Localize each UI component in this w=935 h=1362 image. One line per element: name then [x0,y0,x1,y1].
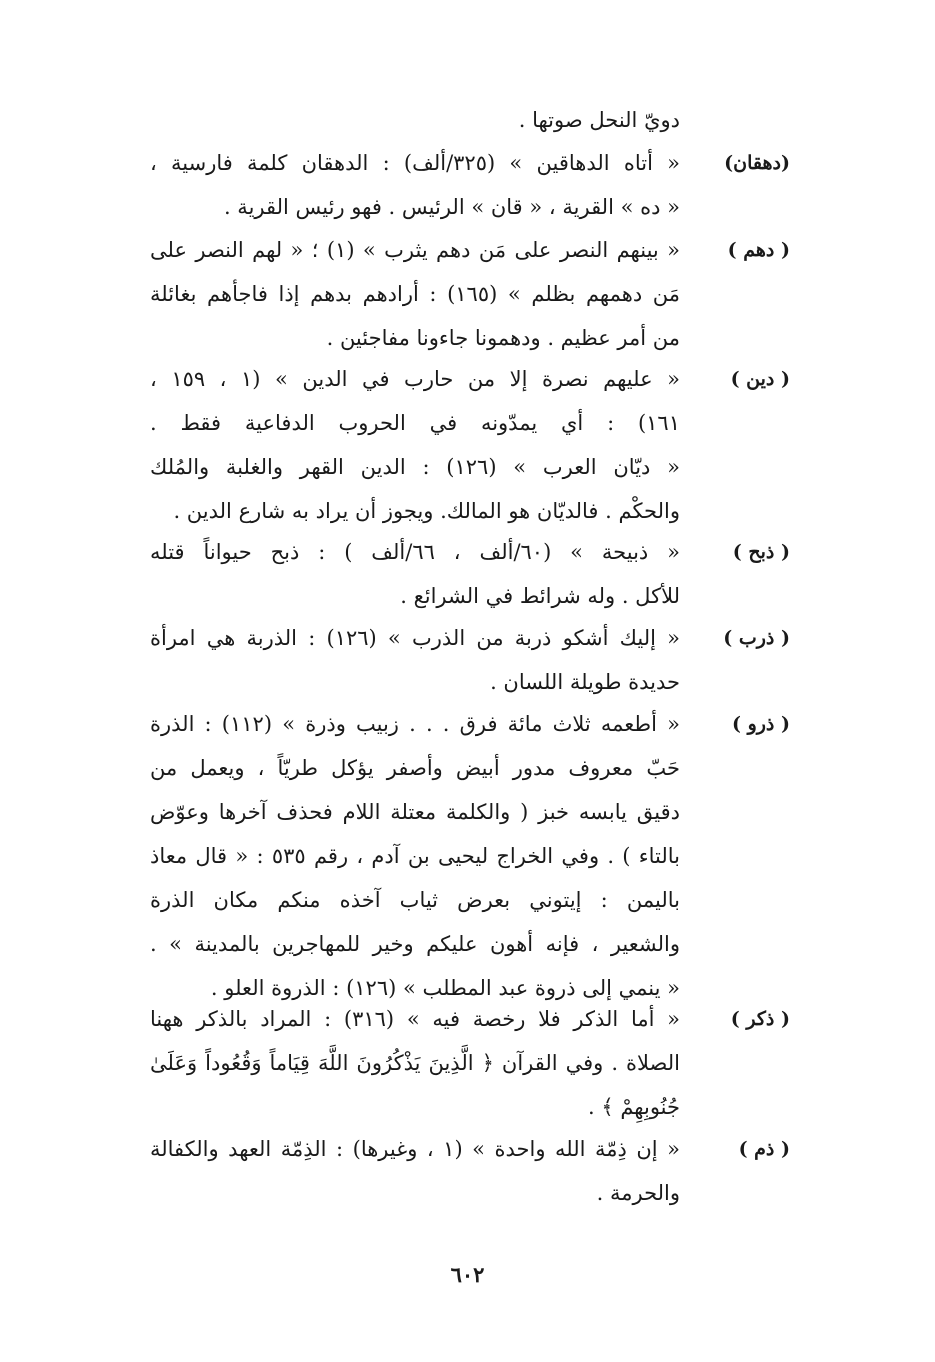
entry-definition [150,530,680,618]
definition-line: جُنُوبِهِمْ ﴾ . [588,1095,680,1119]
definition-line: ١٦١) : أي يمدّونه في الحروب الدفاعية فقط . [150,411,680,435]
definition-line: بالتاء ) . وفي الخراج ليحيى بن آدم ، رقم ٥٣٥ : « قال معاذ [150,844,680,868]
entry-headword: ( دين ) [730,368,790,390]
dictionary-entry [110,1127,790,1215]
entry-headword: ( ذكر ) [730,1008,790,1030]
dictionary-entry [110,141,790,229]
entry-definition [150,228,680,360]
entry-definition [150,98,680,142]
definition-line: « إن ذِمّة الله واحدة » (١ ، وغيرها) : الذِمّة العهد والكفالة [150,1137,680,1161]
definition-line: « ينمي إلى ذروة عبد المطلب » (١٢٦) : الذروة العلو . [210,976,680,1000]
definition-line: دويّ النحل صوتها . [518,108,680,132]
dictionary-entry [110,616,790,704]
definition-line: « ديّان العرب » (١٢٦) : الدين القهر والغلبة والمُلك [150,455,680,479]
definition-line: الصلاة . وفي القرآن ﴿ الَّذِينَ يَذْكُرُونَ اللَّهَ قِيَاماً وَقُعُوداً وَعَلَىٰ [150,1051,680,1075]
entry-headword: ( ذبح ) [732,541,790,563]
definition-line: للأكل . وله شرائط في الشرائع . [400,584,680,608]
entry-definition [150,702,680,1010]
definition-line: « ذبيحة » (٦٠/ألف ، ٦٦/ألف ) : ذبح حيواناً قتله [150,540,680,564]
entry-definition [150,357,680,533]
entry-definition [150,1127,680,1215]
entry-headword: ( ذم ) [738,1138,790,1160]
definition-line: والحكْم . فالديّان هو المالك. ويجوز أن يراد به شارع الدين . [173,499,680,523]
definition-line: دقيق يابسه خبز ( والكلمة معتلة اللام فحذف آخرها وعوّض [150,800,680,824]
page-number: ٦٠٢ [450,1262,485,1287]
entry-headword: ( ذرو ) [731,713,790,735]
dictionary-entry [110,997,790,1129]
dictionary-entry [110,530,790,618]
dictionary-entry [110,98,790,142]
definition-line: والشعير ، فإنه أهون عليكم وخير للمهاجرين بالمدينة » . [150,932,680,956]
definition-line: مَن دهمهم بظلم » (١٦٥) : أرادهم بدهم إذا فاجأهم بغائلة [150,282,680,306]
definition-line: والحرمة . [596,1181,680,1205]
definition-line: حديدة طويلة اللسان . [490,670,680,694]
definition-line: باليمن : إيتوني بعرض ثياب آخذه منكم مكان الذرة [150,888,680,912]
definition-line: « أما الذكر فلا رخصة فيه » (٣١٦) : المراد بالذكر ههنا [150,1007,680,1031]
entry-headword: ( دهم ) [727,239,790,261]
entry-definition [150,997,680,1129]
entry-definition [150,141,680,229]
entry-definition [150,616,680,704]
entry-headword: (دهقان) [724,152,790,174]
entry-headword: ( ذرب ) [723,627,790,649]
definition-line: حَبّ معروف مدور أبيض وأصفر يؤكل طريّاً ، ويعمل من [150,756,680,780]
definition-line: من أمر عظيم . ودهمونا جاءونا مفاجئين . [326,326,680,350]
dictionary-entry [110,702,790,1010]
dictionary-entry [110,357,790,533]
dictionary-entry [110,228,790,360]
definition-line: « أتاه الدهاقين » (٣٢٥/ألف) : الدهقان كلمة فارسية ، [150,151,680,175]
definition-line: « عليهم نصرة إلا من حارب في الدين » (١ ، ١٥٩ ، [150,367,680,391]
definition-line: « إليك أشكو ذربة من الذرب » (١٢٦) : الذربة هي امرأة [150,626,680,650]
definition-line: « ده » القرية ، « قان » الرئيس . فهو رئيس القرية . [223,195,680,219]
definition-line: « بينهم النصر على مَن دهم يثرب » (١) ؛ « لهم النصر على [150,238,680,262]
definition-line: « أطعمه ثلاث مائة فرق . . . زبيب وذرة » (١١٢) : الذرة [150,712,680,736]
